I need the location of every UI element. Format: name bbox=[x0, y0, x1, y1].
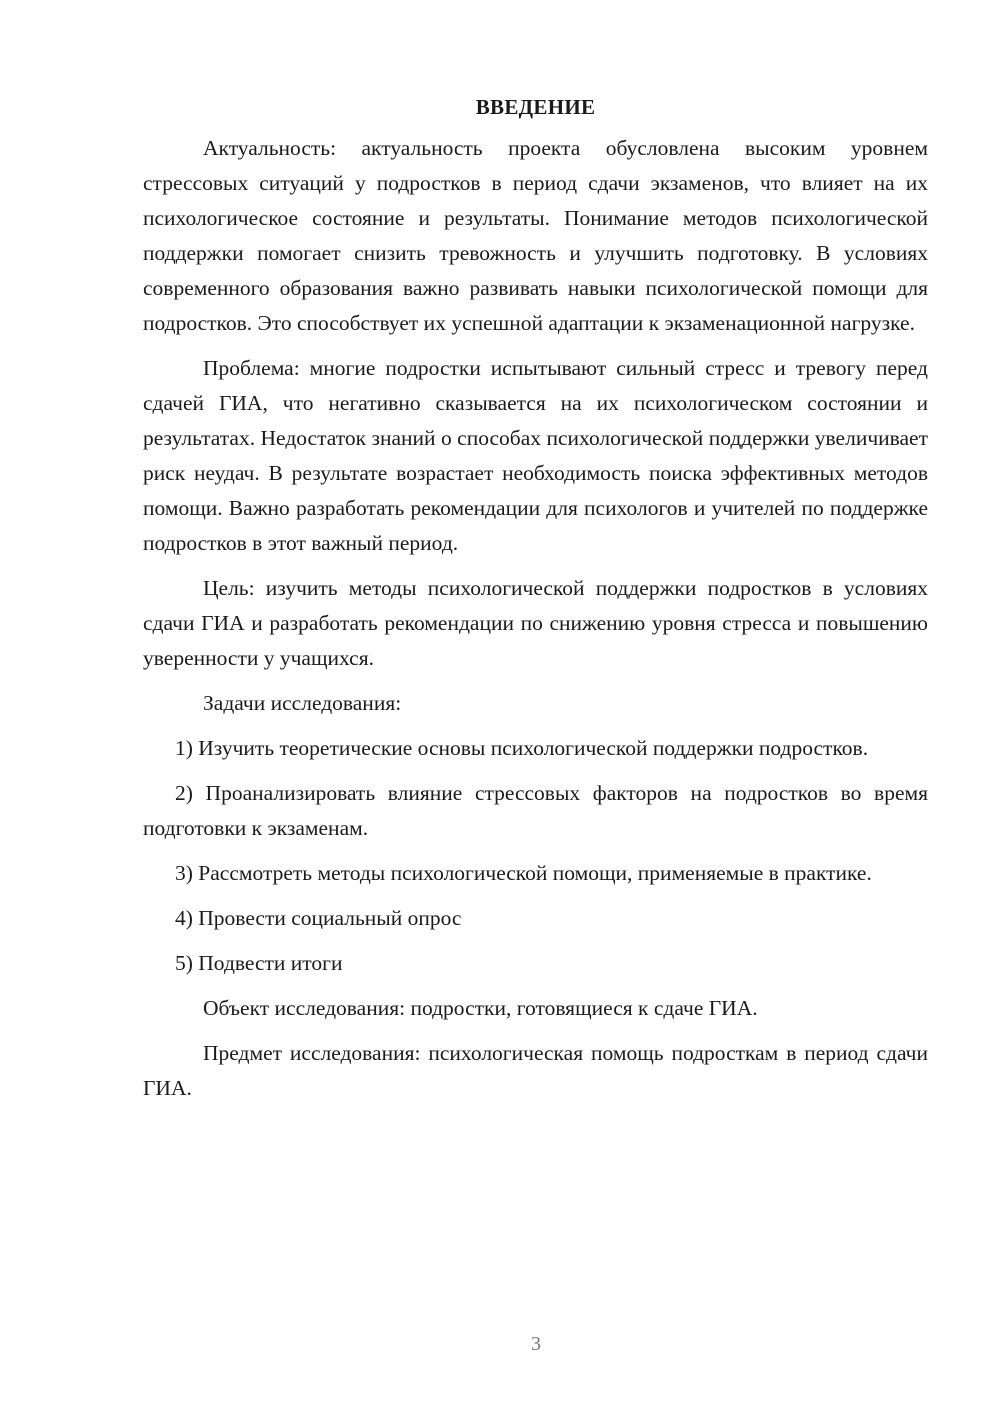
task-item-4: 4) Провести социальный опрос bbox=[175, 906, 462, 930]
page-title: ВВЕДЕНИЕ bbox=[475, 95, 596, 119]
paragraph-problem: Проблема: многие подростки испытывают сильный стресс и тревогу перед сдачей ГИА, что негативно сказывается на их психологическом состоянии и результатах. Недостаток знаний о способах психологической поддержки увеличивает риск неудач. В результате возрастает необходимость поиска эффективных методов помощи. Важно разработать рекомендации для психологов и учителей по поддержке подростков в этот важный период. bbox=[143, 356, 928, 555]
paragraph-tasks-heading: Задачи исследования: bbox=[203, 691, 402, 715]
paragraph-subject: Предмет исследования: психологическая помощь подросткам в период сдачи ГИА. bbox=[143, 1041, 928, 1100]
task-item-2: 2) Проанализировать влияние стрессовых факторов на подростков во время подготовки к экзаменам. bbox=[143, 781, 928, 840]
task-item-3: 3) Рассмотреть методы психологической помощи, применяемые в практике. bbox=[175, 861, 872, 885]
paragraph-object: Объект исследования: подростки, готовящиеся к сдаче ГИА. bbox=[203, 996, 758, 1020]
document-page bbox=[143, 90, 928, 1116]
page-number: 3 bbox=[531, 1333, 541, 1355]
paragraph-goal: Цель: изучить методы психологической поддержки подростков в условиях сдачи ГИА и разработать рекомендации по снижению уровня стресса и повышению уверенности у учащихся. bbox=[143, 576, 928, 670]
task-item-1: 1) Изучить теоретические основы психологической поддержки подростков. bbox=[175, 736, 869, 760]
task-item-5: 5) Подвести итоги bbox=[175, 951, 343, 975]
paragraph-relevance: Актуальность: актуальность проекта обусловлена высоким уровнем стрессовых ситуаций у подростков в период сдачи экзаменов, что влияет на их психологическое состояние и результаты. Понимание методов психологической поддержки помогает снизить тревожность и улучшить подготовку. В условиях современного образования важно развивать навыки психологической помощи для подростков. Это способствует их успешной адаптации к экзаменационной нагрузке. bbox=[143, 136, 928, 335]
